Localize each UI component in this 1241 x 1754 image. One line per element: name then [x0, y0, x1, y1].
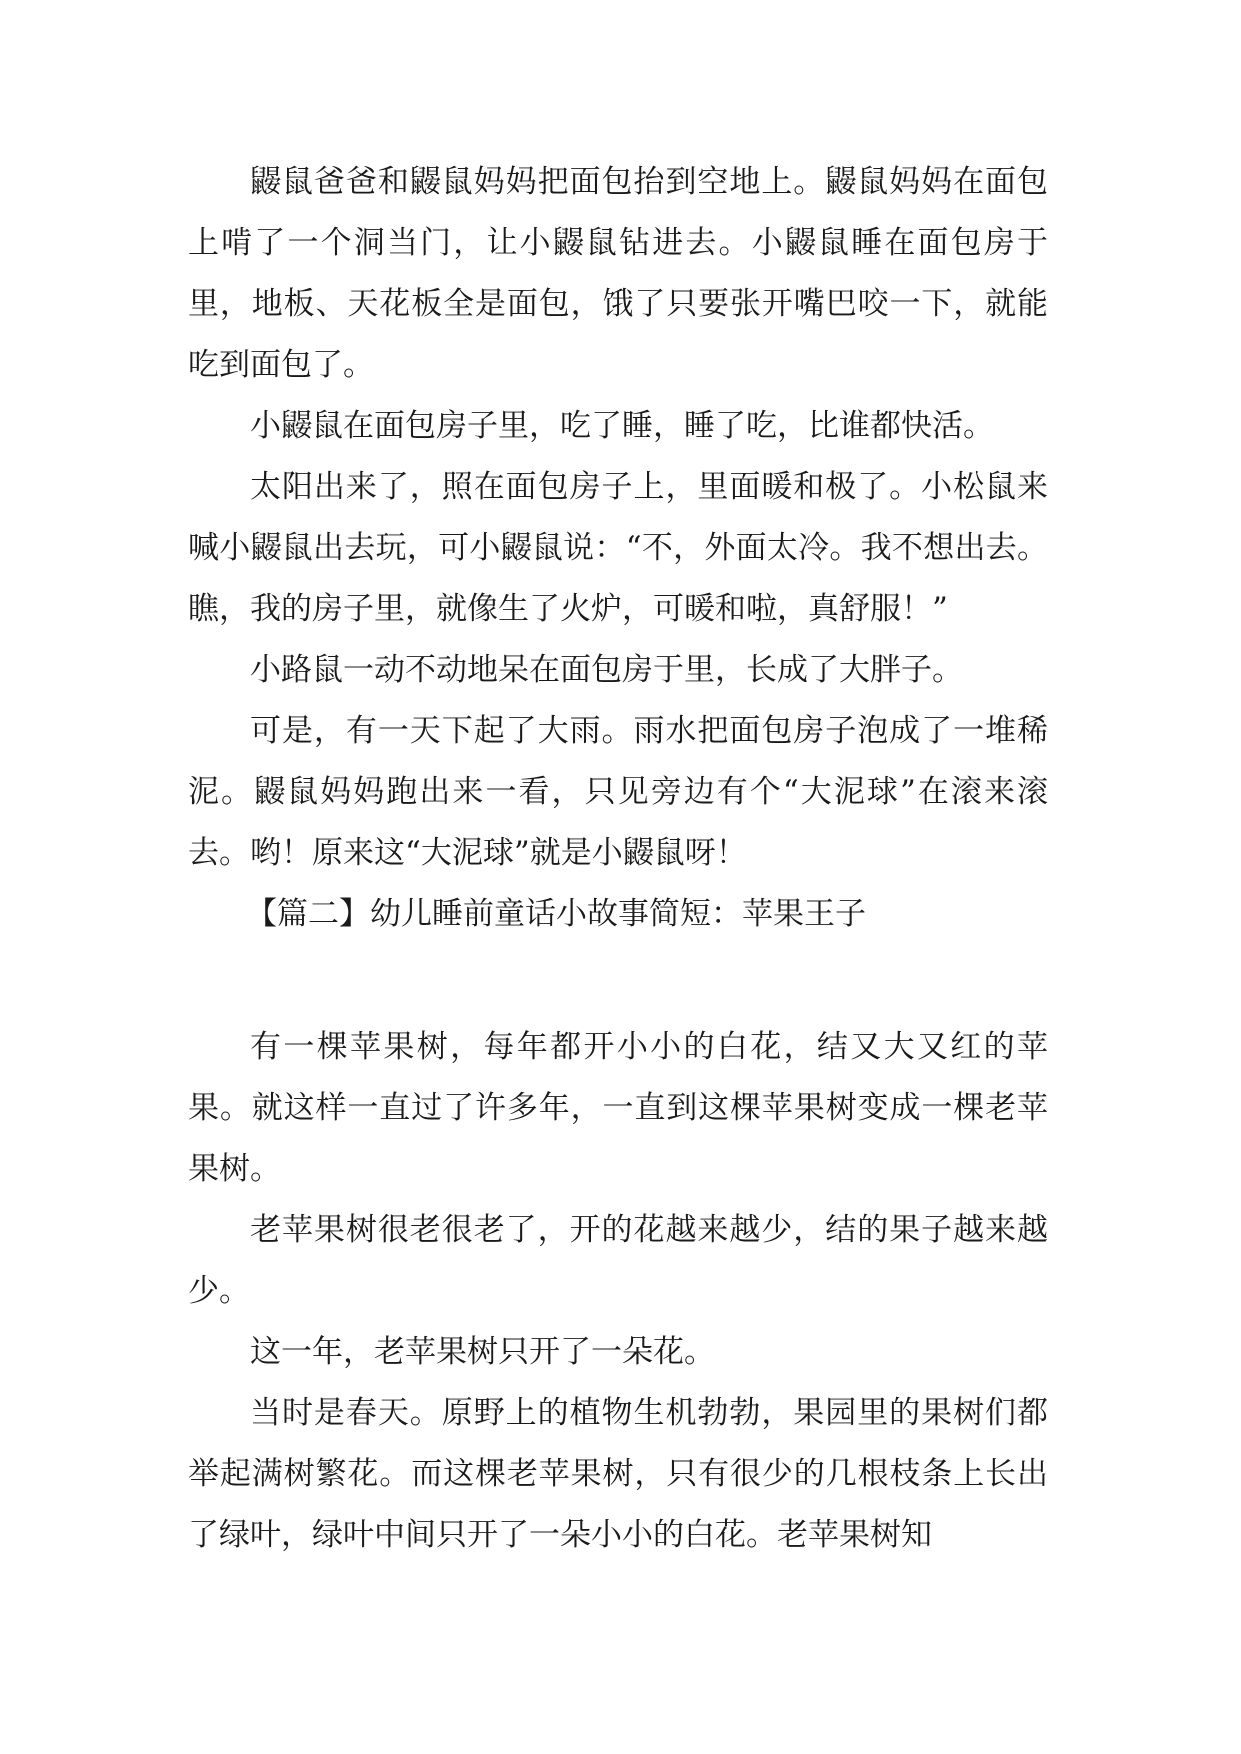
story-paragraph: 鼹鼠爸爸和鼹鼠妈妈把面包抬到空地上。鼹鼠妈妈在面包上啃了一个洞当门，让小鼹鼠钻进去。小鼹鼠睡在面包房于里，地板、天花板全是面包，饿了只要张开嘴巴咬一下，就能吃到面包了。	[188, 164, 1048, 383]
story-paragraph: 太阳出来了，照在面包房子上，里面暖和极了。小松鼠来喊小鼹鼠出去玩，可小鼹鼠说：“不，外面太冷。我不想出去。瞧，我的房子里，就像生了火炉，可暖和啦，真舒服！”	[188, 469, 1048, 627]
story-paragraph: 这一年，老苹果树只开了一朵花。	[250, 1334, 715, 1370]
section-heading: 【篇二】幼儿睡前童话小故事简短：苹果王子	[246, 896, 866, 932]
story-paragraph: 老苹果树很老很老了，开的花越来越少，结的果子越来越少。	[188, 1212, 1048, 1309]
story-paragraph: 小路鼠一动不动地呆在面包房于里，长成了大胖子。	[250, 652, 963, 688]
document-page	[188, 152, 1048, 1566]
section-spacer	[188, 945, 1048, 1017]
story-paragraph: 可是，有一天下起了大雨。雨水把面包房子泡成了一堆稀泥。鼹鼠妈妈跑出来一看，只见旁边有个“大泥球”在滚来滚去。哟！原来这“大泥球”就是小鼹鼠呀！	[188, 713, 1048, 871]
story-paragraph: 当时是春天。原野上的植物生机勃勃，果园里的果树们都举起满树繁花。而这棵老苹果树，只有很少的几根枝条上长出了绿叶，绿叶中间只开了一朵小小的白花。老苹果树知	[188, 1395, 1048, 1553]
story-paragraph: 小鼹鼠在面包房子里，吃了睡，睡了吃，比谁都快活。	[250, 408, 994, 444]
story-paragraph: 有一棵苹果树，每年都开小小的白花，结又大又红的苹果。就这样一直过了许多年，一直到这棵苹果树变成一棵老苹果树。	[188, 1029, 1048, 1187]
